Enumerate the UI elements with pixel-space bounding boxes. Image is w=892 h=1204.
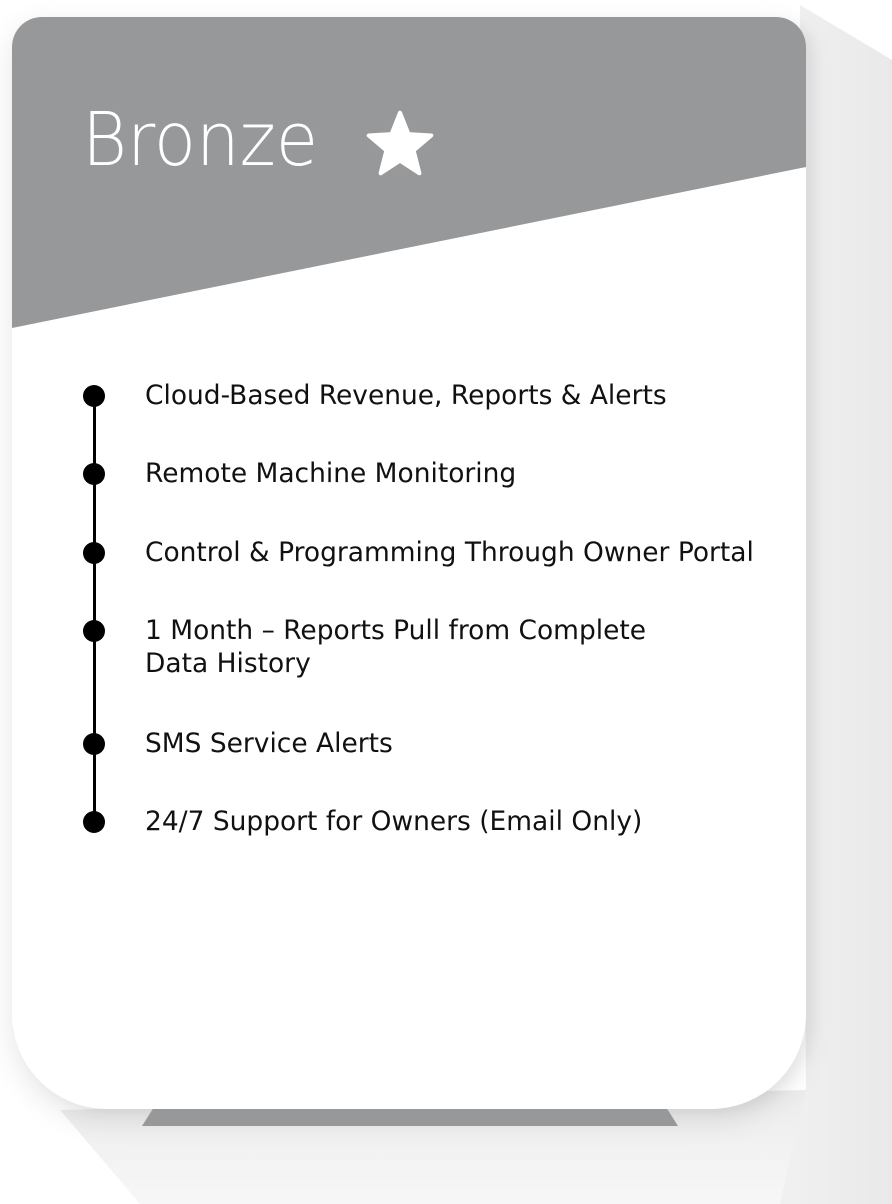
bullet-dot: [83, 733, 105, 755]
timeline-line: [93, 395, 96, 821]
star-icon: [366, 110, 434, 178]
feature-label: SMS Service Alerts: [145, 728, 393, 759]
bullet-dot: [83, 385, 105, 407]
card-footer-bar: [142, 1109, 678, 1126]
bullet-dot: [83, 542, 105, 564]
bullet-dot: [83, 620, 105, 642]
feature-label: Cloud-Based Revenue, Reports & Alerts: [145, 380, 667, 411]
feature-label: Remote Machine Monitoring: [145, 458, 517, 489]
feature-label-continued: Data History: [145, 648, 311, 679]
bullet-dot: [83, 463, 105, 485]
feature-label: 24/7 Support for Owners (Email Only): [145, 806, 643, 837]
tier-title: Bronze: [82, 97, 319, 183]
feature-label: 1 Month – Reports Pull from Complete: [145, 615, 647, 646]
feature-label: Control & Programming Through Owner Portal: [145, 537, 754, 568]
bullet-dot: [83, 811, 105, 833]
